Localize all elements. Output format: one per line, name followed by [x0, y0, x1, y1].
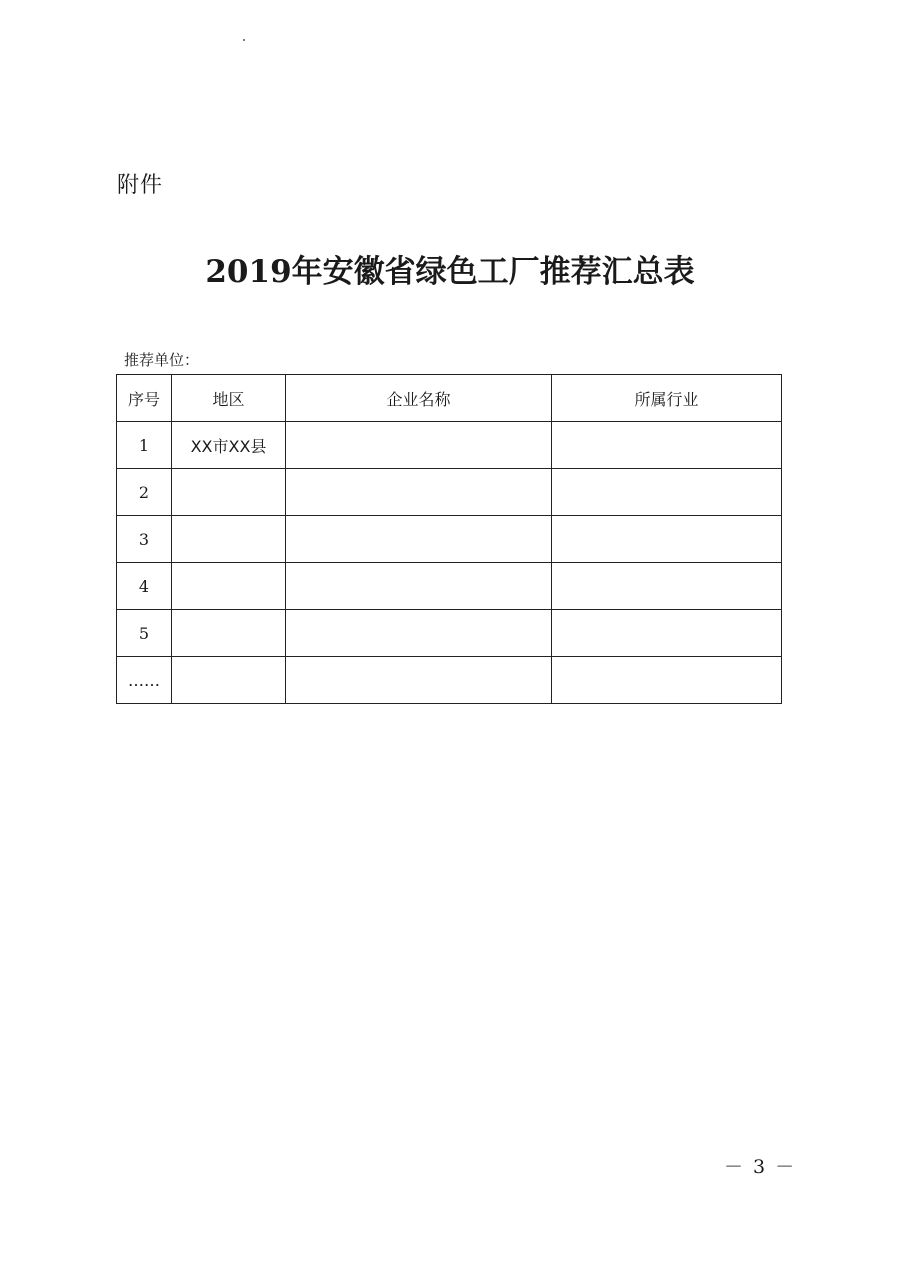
cell-region [172, 516, 286, 563]
recommender-label: 推荐单位： [124, 351, 200, 369]
cell-industry [552, 657, 782, 704]
header-region: 地区 [172, 375, 286, 422]
cell-company [286, 516, 552, 563]
table-header-row [117, 375, 782, 422]
cell-region: XX市XX县 [172, 422, 286, 469]
cell-seq: 2 [117, 469, 172, 516]
cell-company [286, 610, 552, 657]
cell-seq: 1 [117, 422, 172, 469]
summary-table [116, 374, 782, 704]
cell-region [172, 563, 286, 610]
header-company: 企业名称 [286, 375, 552, 422]
table-row [117, 469, 782, 516]
cell-industry [552, 422, 782, 469]
attachment-label: 附件 [117, 173, 164, 198]
header-industry: 所属行业 [552, 375, 782, 422]
cell-company [286, 563, 552, 610]
scan-speck [243, 39, 245, 41]
cell-industry [552, 469, 782, 516]
table-row [117, 422, 782, 469]
cell-region [172, 610, 286, 657]
cell-company [286, 422, 552, 469]
cell-region [172, 657, 286, 704]
cell-seq: 4 [117, 563, 172, 610]
cell-seq: 5 [117, 610, 172, 657]
table-row [117, 516, 782, 563]
header-seq: 序号 [117, 375, 172, 422]
cell-industry [552, 610, 782, 657]
table-row [117, 657, 782, 704]
cell-seq: 3 [117, 516, 172, 563]
table-row [117, 610, 782, 657]
cell-industry [552, 516, 782, 563]
cell-company [286, 469, 552, 516]
document-title: 2019年安徽省绿色工厂推荐汇总表 [205, 254, 695, 290]
cell-seq: …… [117, 657, 172, 704]
table-row [117, 563, 782, 610]
cell-company [286, 657, 552, 704]
cell-industry [552, 563, 782, 610]
cell-region [172, 469, 286, 516]
page-number: － 3 － [724, 1156, 797, 1178]
